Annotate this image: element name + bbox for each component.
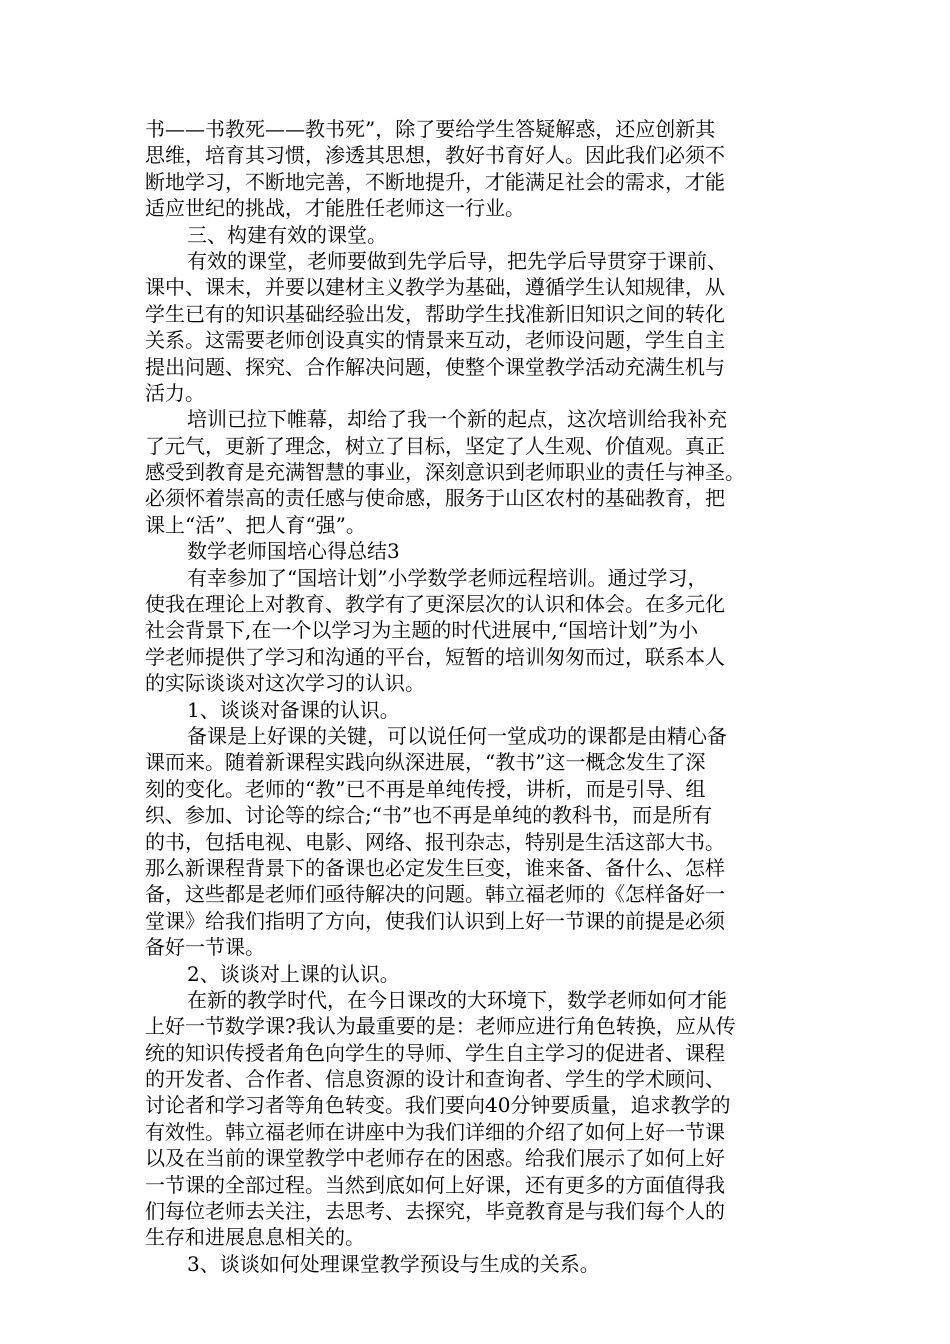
text-line: 活力。 [145, 380, 205, 405]
text-line: 关系。这需要老师创设真实的情景来互动，老师设问题，学生自主 [145, 328, 725, 353]
text-line: 织、参加、讨论等的综合;“书”也不再是单纯的教科书，而是所有 [145, 803, 713, 828]
text-line: 备，这些都是老师们亟待解决的问题。韩立福老师的《怎样备好一 [145, 882, 725, 907]
text-line: 一节课的全部过程。当然到底如何上好课，还有更多的方面值得我 [145, 1172, 725, 1197]
text-line: 课上“活”、把人育“强”。 [145, 512, 366, 537]
text-line: 学老师提供了学习和沟通的平台，短暂的培训匆匆而过，联系本人 [145, 644, 725, 669]
text-line: 3、谈谈如何处理课堂教学预设与生成的关系。 [187, 1251, 600, 1276]
text-line: 备课是上好课的关键，可以说任何一堂成功的课都是由精心备 [187, 723, 727, 748]
text-line: 有效的课堂，老师要做到先学后导，把先学后导贯穿于课前、 [187, 248, 727, 273]
text-line: 以及在当前的课堂教学中老师存在的困惑。给我们展示了如何上好 [145, 1146, 725, 1171]
text-line: 上好一节数学课?我认为最重要的是：老师应进行角色转换，应从传 [145, 1014, 736, 1039]
text-line: 了元气，更新了理念，树立了目标，坚定了人生观、价值观。真正 [145, 433, 725, 458]
text-line: 培训已拉下帷幕，却给了我一个新的起点，这次培训给我补充 [187, 407, 727, 432]
text-line: 那么新课程背景下的备课也必定发生巨变，谁来备、备什么、怎样 [145, 855, 725, 880]
text-line: 1、谈谈对备课的认识。 [187, 697, 400, 722]
text-line: 课而来。随着新课程实践向纵深进展，“教书”这一概念发生了深 [145, 750, 706, 775]
text-line: 必须怀着崇高的责任感与使命感，服务于山区农村的基础教育，把 [145, 486, 725, 511]
text-line: 有效性。韩立福老师在讲座中为我们详细的介绍了如何上好一节课 [145, 1119, 725, 1144]
text-line: 提出问题、探究、合作解决问题，使整个课堂教学活动充满生机与 [145, 354, 725, 379]
text-line: 的实际谈谈对这次学习的认识。 [145, 671, 425, 696]
text-line: 的书，包括电视、电影、网络、报刊杂志，特别是生活这部大书。 [145, 829, 725, 854]
text-line: 有幸参加了“国培计划”小学数学老师远程培训。通过学习， [187, 565, 708, 590]
text-line: 统的知识传授者角色向学生的导师、学生自主学习的促进者、课程 [145, 1040, 725, 1065]
text-line: 社会背景下,在一个以学习为主题的时代进展中,“国培计划”为小 [145, 618, 699, 643]
document-body [145, 116, 815, 1277]
text-line: 讨论者和学习者等角色转变。我们要向40分钟要质量，追求教学的 [145, 1093, 731, 1118]
text-line: 生存和进展息息相关的。 [145, 1225, 365, 1250]
text-line: 备好一节课。 [145, 935, 265, 960]
text-line: 数学老师国培心得总结3 [187, 539, 400, 564]
text-line: 堂课》给我们指明了方向，使我们认识到上好一节课的前提是必须 [145, 908, 725, 933]
text-line: 使我在理论上对教育、教学有了更深层次的认识和体会。在多元化 [145, 592, 725, 617]
text-line: 三、构建有效的课堂。 [187, 222, 387, 247]
text-line: 们每位老师去关注，去思考、去探究，毕竟教育是与我们每个人的 [145, 1199, 725, 1224]
text-line: 学生已有的知识基础经验出发，帮助学生找准新旧知识之间的转化 [145, 301, 725, 326]
text-line: 课中、课末，并要以建材主义教学为基础，遵循学生认知规律，从 [145, 275, 725, 300]
text-line: 的开发者、合作者、信息资源的设计和查询者、学生的学术顾问、 [145, 1067, 725, 1092]
text-line: 思维，培育其习惯，渗透其思想，教好书育好人。因此我们必须不 [145, 143, 725, 168]
text-line: 感受到教育是充满智慧的事业，深刻意识到老师职业的责任与神圣。 [145, 460, 745, 485]
text-line: 刻的变化。老师的“教”已不再是单纯传授，讲析，而是引导、组 [145, 776, 706, 801]
text-line: 适应世纪的挑战，才能胜任老师这一行业。 [145, 196, 525, 221]
text-line: 2、谈谈对上课的认识。 [187, 961, 400, 986]
text-line: 断地学习，不断地完善，不断地提升，才能满足社会的需求，才能 [145, 169, 725, 194]
text-line: 在新的教学时代，在今日课改的大环境下，数学老师如何才能 [187, 987, 727, 1012]
text-line: 书——书教死——教书死”，除了要给学生答疑解惑，还应创新其 [145, 117, 716, 141]
